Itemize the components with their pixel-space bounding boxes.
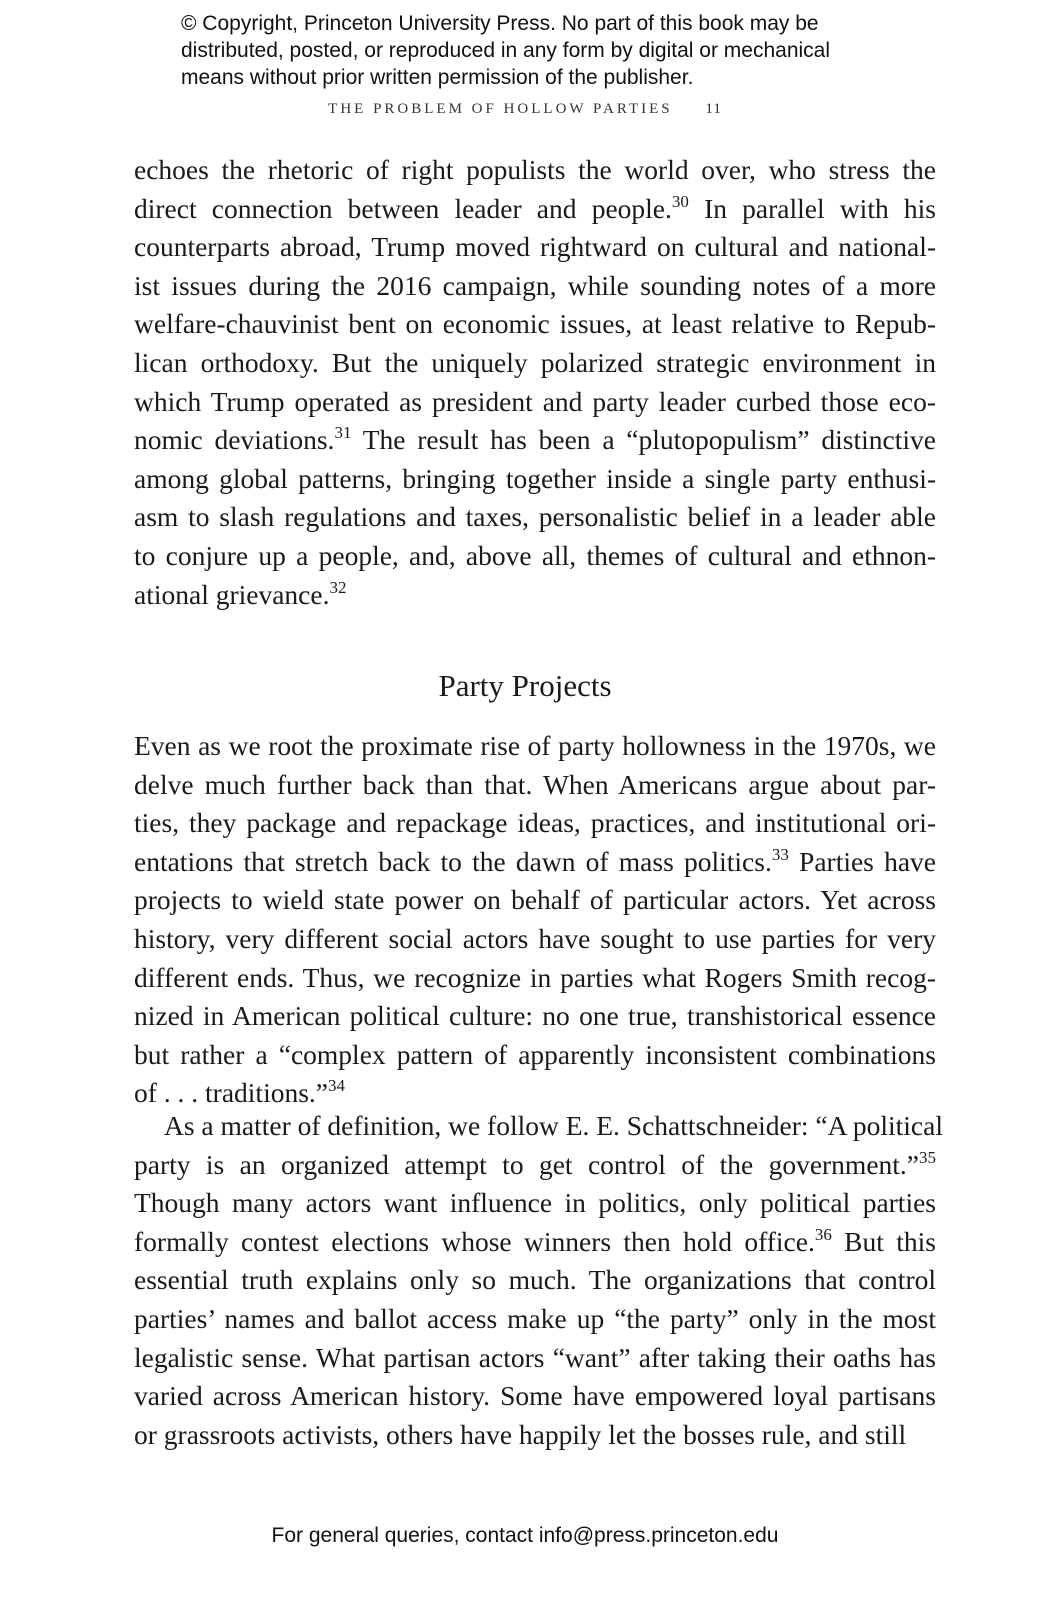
line-text: party is an organized attempt to get control of the government.”: [134, 1148, 919, 1180]
text-line: [134, 843, 936, 882]
footnote-marker[interactable]: 32: [329, 577, 347, 597]
line-text: entations that stretch back to the dawn of mass politics.: [134, 845, 772, 877]
text-line: [134, 1261, 936, 1300]
text-line: [134, 1300, 936, 1339]
line-text: nized in American political culture: no one true, transhistorical essence: [134, 1000, 936, 1032]
body-paragraph: [134, 151, 936, 614]
line-text: Even as we root the proximate rise of party hollowness in the 1970s, we: [134, 730, 936, 761]
body-paragraph: [134, 727, 936, 1113]
text-line: [134, 997, 936, 1036]
footnote-marker[interactable]: 34: [328, 1076, 345, 1096]
copyright-line: distributed, posted, or reproduced in any form by digital or mechanical: [181, 39, 831, 62]
line-text: to conjure up a people, and, above all, themes of cultural and ethnon-: [134, 539, 936, 571]
line-text-continued: In parallel with his: [688, 192, 936, 224]
copyright-line: © Copyright, Princeton University Press. No part of this book may be: [181, 12, 819, 35]
line-text: projects to wield state power on behalf of particular actors. Yet across: [134, 884, 936, 916]
line-text: delve much further back than that. When Americans argue about par-: [134, 768, 936, 800]
line-text: echoes the rhetoric of right populists the world over, who stress the: [134, 154, 936, 185]
line-text: of . . . traditions.”: [134, 1077, 328, 1109]
text-line: [134, 383, 936, 422]
text-line: [134, 537, 936, 576]
text-line: [134, 460, 936, 499]
text-line: [134, 1416, 936, 1455]
text-line: [134, 1339, 936, 1378]
line-text: among global patterns, bringing together inside a single party enthusi-: [134, 462, 936, 494]
text-line: [134, 228, 936, 267]
line-text: but rather a “complex pattern of apparently inconsistent combinations: [134, 1038, 936, 1070]
page-number: 11: [705, 101, 722, 117]
text-line: [134, 151, 936, 190]
footnote-marker[interactable]: 31: [334, 423, 352, 443]
running-head-title: THE PROBLEM OF HOLLOW PARTIES: [328, 101, 673, 117]
body-paragraph: [134, 1107, 943, 1454]
line-text-continued: The result has been a “plutopopulism” distinctive: [351, 424, 936, 456]
text-line: [134, 576, 936, 615]
line-text: different ends. Thus, we recognize in parties what Rogers Smith recog-: [134, 961, 936, 993]
line-text: ties, they package and repackage ideas, practices, and institutional ori-: [134, 807, 936, 839]
footnote-marker[interactable]: 36: [814, 1224, 832, 1244]
text-line: [134, 804, 936, 843]
footnote-marker[interactable]: 30: [671, 191, 689, 211]
text-line: [134, 1184, 936, 1223]
line-text: legalistic sense. What partisan actors “want” after taking their oaths has: [134, 1341, 936, 1373]
text-line: [134, 190, 936, 229]
line-text: varied across American history. Some have empowered loyal partisans: [134, 1380, 936, 1412]
line-text: Though many actors want influence in politics, only political parties: [134, 1187, 936, 1219]
copyright-notice: [181, 10, 901, 91]
footnote-marker[interactable]: 33: [771, 844, 789, 864]
line-text-continued: But this: [831, 1225, 936, 1257]
text-line: [134, 1107, 943, 1146]
text-line: [134, 498, 936, 537]
section-heading: Party Projects: [438, 668, 612, 703]
line-text: formally contest elections whose winners then hold office.: [134, 1225, 815, 1257]
text-line: [134, 959, 936, 998]
text-line: [134, 1223, 936, 1262]
text-line: [134, 920, 936, 959]
text-line: [134, 1036, 936, 1075]
line-text: lican orthodoxy. But the uniquely polarized strategic environment in: [134, 346, 936, 378]
line-text: ist issues during the 2016 campaign, while sounding notes of a more: [134, 269, 936, 301]
line-text: history, very different social actors have sought to use parties for very: [134, 922, 936, 954]
line-text-continued: Parties have: [788, 845, 936, 877]
line-text: direct connection between leader and people.: [134, 192, 672, 224]
line-text: ational grievance.: [134, 578, 330, 610]
text-line: [134, 881, 936, 920]
footer-contact: For general queries, contact info@press.princeton.edu: [271, 1524, 779, 1547]
line-text: nomic deviations.: [134, 424, 335, 456]
text-line: [134, 727, 936, 766]
text-line: [134, 766, 936, 805]
line-text: counterparts abroad, Trump moved rightward on cultural and national-: [134, 231, 936, 263]
text-line: [134, 1377, 936, 1416]
running-head: [0, 101, 1050, 118]
line-text: asm to slash regulations and taxes, personalistic belief in a leader able: [134, 501, 936, 533]
line-text: or grassroots activists, others have happily let the bosses rule, and still: [134, 1418, 907, 1450]
footnote-marker[interactable]: 35: [919, 1147, 936, 1167]
line-text: parties’ names and ballot access make up “the party” only in the most: [134, 1302, 936, 1334]
text-line: [134, 305, 936, 344]
text-line: [134, 421, 936, 460]
line-text: which Trump operated as president and party leader curbed those eco-: [134, 385, 936, 417]
line-text: essential truth explains only so much. The organizations that control: [134, 1264, 936, 1296]
text-line: [134, 344, 936, 383]
line-text: As a matter of definition, we follow E. E. Schattschneider: “A political: [164, 1110, 943, 1141]
line-text: welfare-chauvinist bent on economic issues, at least relative to Repub-: [134, 308, 936, 340]
copyright-line: means without prior written permission of the publisher.: [181, 66, 694, 89]
text-line: [134, 267, 936, 306]
text-line: [134, 1146, 936, 1185]
